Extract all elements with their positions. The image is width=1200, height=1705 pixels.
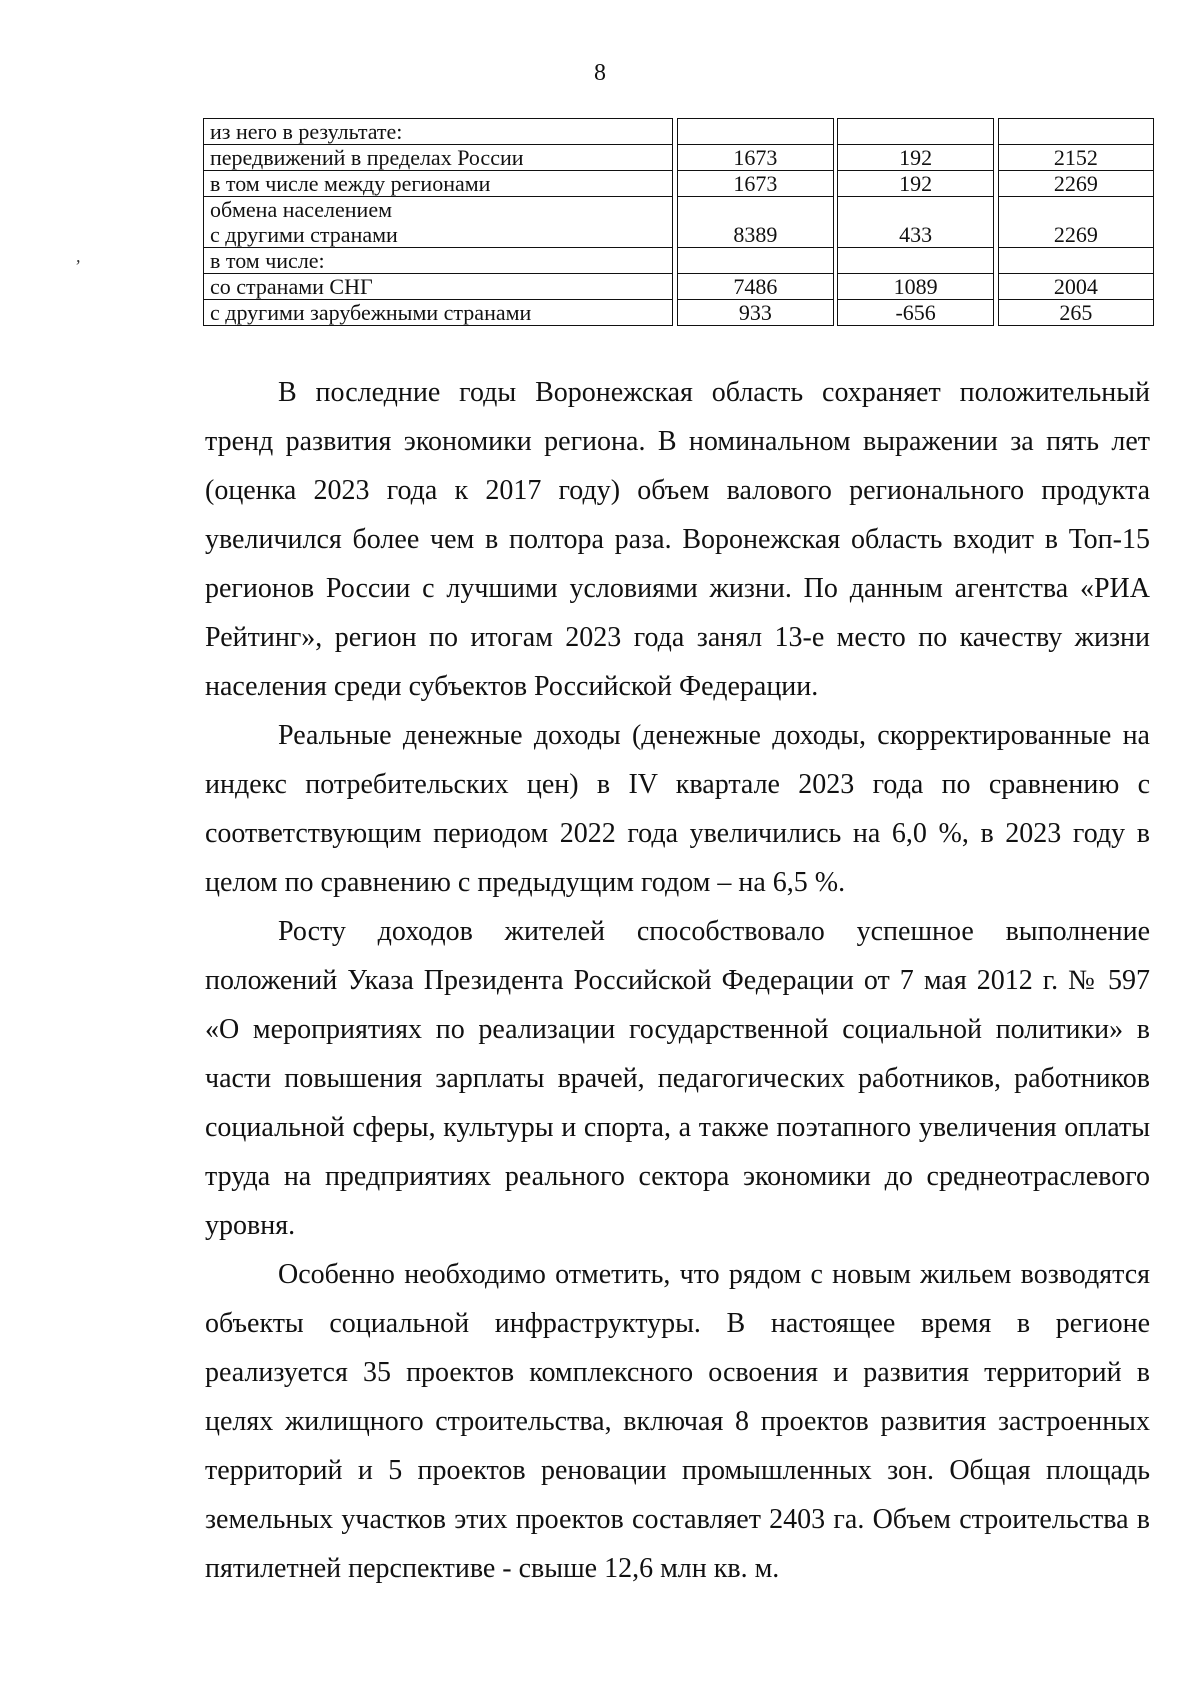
paragraph: В последние годы Воронежская область сохраняет положительный тренд развития экономики региона. В номинальном выражении за пять лет (оценка 2023 года к 2017 году) объем валового регионального продукта увеличился более чем в полтора раза. Воронежская область входит в Топ-15 регионов России с лучшими условиями жизни. По данным агентства «РИА Рейтинг», регион по итогам 2023 года занял 13-е место по качеству жизни населения среди субъектов Российской Федерации. (205, 377, 1150, 702)
table-cell: 192 (838, 145, 993, 171)
table-cell (838, 119, 993, 145)
body-text (205, 368, 1150, 1593)
table-row-label: в том числе: (204, 248, 673, 274)
table-cell: 433 (838, 197, 993, 248)
table-cell: 7486 (678, 274, 833, 300)
table-cell: 2152 (998, 145, 1153, 171)
table-cell: 192 (838, 171, 993, 197)
table-row-label: передвижений в пределах России (204, 145, 673, 171)
table-cell (998, 119, 1153, 145)
table-row-label: с другими зарубежными странами (204, 300, 673, 326)
table-cell: 8389 (678, 197, 833, 248)
table-row (204, 300, 1154, 326)
table-cell: 265 (998, 300, 1153, 326)
table-row (204, 171, 1154, 197)
table-row (204, 274, 1154, 300)
table-cell: -656 (838, 300, 993, 326)
table-row-label: обмена населением с другими странами (204, 197, 673, 248)
table-cell: 1673 (678, 171, 833, 197)
table-cell: 1673 (678, 145, 833, 171)
table-row-label: со странами СНГ (204, 274, 673, 300)
stray-mark: , (76, 246, 81, 266)
table-cell: 2269 (998, 171, 1153, 197)
table-cell (838, 248, 993, 274)
table-row-label: из него в результате: (204, 119, 673, 145)
table-row-label: в том числе между регионами (204, 171, 673, 197)
table-row (204, 145, 1154, 171)
paragraph: Особенно необходимо отметить, что рядом с новым жильем возводятся объекты социальной инфраструктуры. В настоящее время в регионе реализуется 35 проектов комплексного освоения и развития территорий в целях жилищного строительства, включая 8 проектов развития застроенных территорий и 5 проектов реновации промышленных зон. Общая площадь земельных участков этих проектов составляет 2403 га. Объем строительства в пятилетней перспективе - свыше 12,6 млн кв. м. (205, 1259, 1150, 1584)
page-number: 8 (594, 60, 606, 86)
table-cell (678, 119, 833, 145)
paragraph: Росту доходов жителей способствовало успешное выполнение положений Указа Президента Российской Федерации от 7 мая 2012 г. № 597 «О мероприятиях по реализации государственной социальной политики» в части повышения зарплаты врачей, педагогических работников, работников социальной сферы, культуры и спорта, а также поэтапного увеличения оплаты труда на предприятиях реального сектора экономики до среднеотраслевого уровня. (205, 916, 1150, 1241)
table-row (204, 248, 1154, 274)
paragraph: Реальные денежные доходы (денежные доходы, скорректированные на индекс потребительских цен) в IV квартале 2023 года по сравнению с соответствующим периодом 2022 года увеличились на 6,0 %, в 2023 году в целом по сравнению с предыдущим годом – на 6,5 %. (205, 720, 1150, 898)
table-cell: 1089 (838, 274, 993, 300)
migration-table (203, 118, 1154, 326)
table-cell (998, 248, 1153, 274)
table-row (204, 197, 1154, 248)
table-cell: 2269 (998, 197, 1153, 248)
table-cell: 933 (678, 300, 833, 326)
table-cell (678, 248, 833, 274)
table-row (204, 119, 1154, 145)
table-cell: 2004 (998, 274, 1153, 300)
